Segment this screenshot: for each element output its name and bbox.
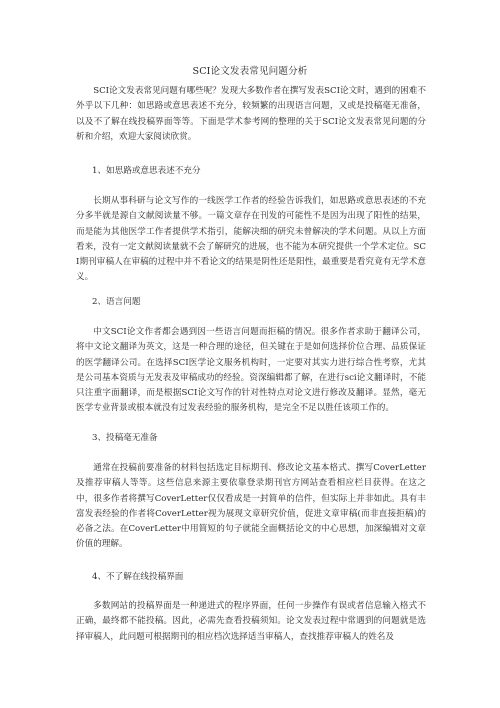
section-heading-3: 3、投稿毫无准备: [92, 433, 158, 443]
section-heading-1: 1、如思路或意思表述不充分: [92, 166, 201, 176]
section-body-2: 中文SCI论文作者都会遇到因一些语言问题而拒稿的情况。很多作者求助于翻译公司，将中文论文翻译为英文，这是一种合理的途径，但关键在于是如何选择价位合理、品质保证的医学翻译公司。在选择SCI医学论文服务机构时，一定要对其实力进行综合性考察，尤其是公司基本资质与无发表及审稿成功的经验。资深编辑都了解，在进行sci论文翻译时，不能只注重字面翻译，而是根据SCI论文写作的针对性特点对论文进行修改及翻译。显然，毫无医学专业背景或根本就没有过发表经验的服务机构，是完全不足以胜任该项工作的。: [76, 327, 426, 414]
section-body-3: 通常在投稿前要准备的材料包括选定目标期刊、修改论文基本格式、撰写CoverLetter及推荐审稿人等等。这些信息来源主要依靠登录期刊官方网站查看相应栏目获得。在这之中，很多作者将撰写CoverLetter仅仅看成是一封简单的信件，但实际上并非如此。具有丰富发表经验的作者将CoverLetter视为展现文章研究价值，促进文章审稿(而非直接拒稿)的必备之法。在CoverLetter中用简短的句子就能全面概括论文的中心思想，加深编辑对文章价值的理解。: [76, 463, 426, 550]
section-heading-4: 4、不了解在线投稿界面: [92, 572, 184, 582]
section-body-4: 多数网站的投稿界面是一种递进式的程序界面，任何一步操作有误或者信息输入格式不正确，最终都不能投稿。因此，必需先查看投稿须知。论文发表过程中常遇到的问题就是选择审稿人，此问题可根据期刊的相应档次选择适当审稿人，查找推荐审稿人的姓名及: [76, 601, 426, 642]
document-title: SCI论文发表常见问题分析: [192, 66, 308, 77]
section-heading-2: 2、语言问题: [92, 297, 141, 307]
section-body-1: 长期从事科研与论文写作的一线医学工作者的经验告诉我们，如思路或意思表述的不充分多半就是源自文献阅读量不够。一篇文章存在刊发的可能性不是因为出现了阳性的结果，而是能为其他医学工作者提供学术指引，能解决细的研究未曾解决的学术问题。从以上方面看来，没有一定文献阅读量就不会了解研究的进展，也不能为本研究提供一个学术定位。SCI期刊审稿人在审稿的过程中并不看论文的结果是阴性还是阳性，最重要是看究竟有无学术意义。: [76, 196, 426, 283]
intro-paragraph: SCI论文发表常见问题有哪些呢？发现大多数作者在撰写发表SCI论文时，遇到的困难不外乎以下几种：如思路或意思表述不充分，较频繁的出现语言问题，又或是投稿毫无准备，以及不了解在线投稿界面等等。下面是学术参考网的整理的关于SCI论文发表常见问题的分析和介绍，欢迎大家阅读欣赏。: [76, 86, 426, 142]
